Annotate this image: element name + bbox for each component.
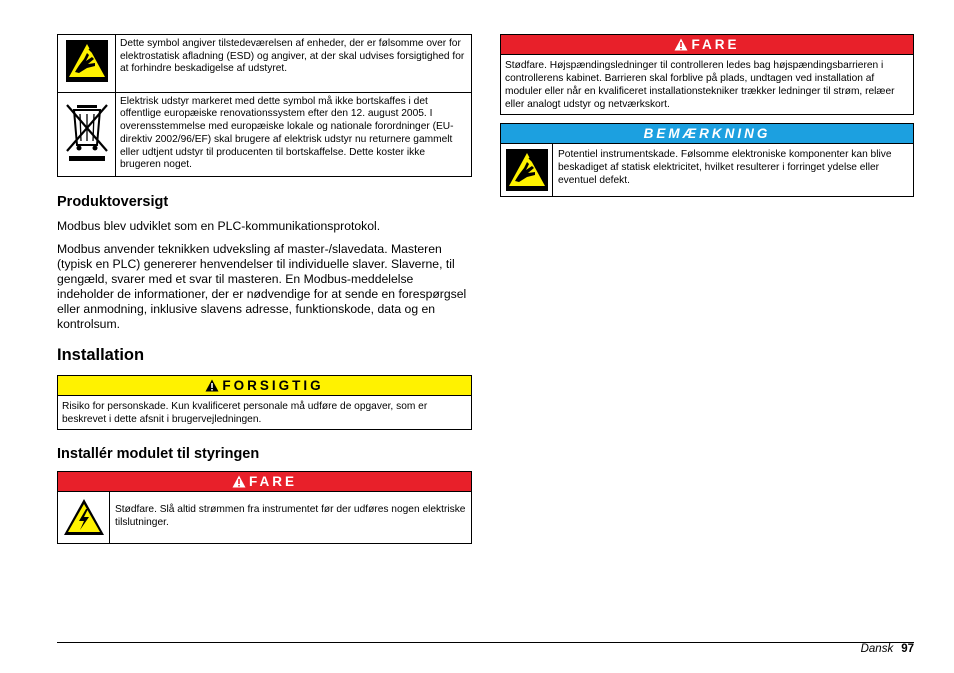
warning-triangle-icon	[674, 38, 688, 51]
danger-content	[58, 492, 471, 543]
footer-rule	[57, 642, 914, 643]
danger-header	[501, 35, 913, 55]
caution-label: FORSIGTIG	[222, 377, 324, 393]
danger-label: FARE	[248, 473, 297, 489]
left-column	[57, 34, 472, 544]
heading-installation: Installation	[57, 345, 145, 364]
heading-install-module: Installér modulet til styringen	[57, 445, 260, 462]
danger-text: Stødfare. Højspændingsledninger til controlleren ledes bag højspændingsbarrieren i controllerens kabinet. Barrieren skal forblive på plads, undtagen ved installation af moduler eller når en kvalificeret installationstekniker trækker ledninger til strøm, relæer eller analogt udstyr og netværkskort.	[505, 60, 895, 110]
paragraph: Modbus blev udviklet som en PLC-kommunikationsprotokol.	[57, 218, 381, 233]
weee-crossed-bin-icon	[58, 92, 116, 176]
footer	[861, 643, 914, 655]
electric-shock-icon	[58, 492, 110, 543]
footer-language: Dansk	[860, 643, 894, 655]
danger-label: FARE	[691, 37, 740, 52]
symbol-table	[57, 34, 472, 177]
notice-content	[501, 144, 913, 196]
notice-label: BEMÆRKNING	[643, 126, 771, 141]
danger-box-highvoltage	[500, 34, 914, 115]
paragraph: Modbus anvender teknikken udveksling af master-/slavedata. Masteren (typisk en PLC) genererer henvendelser til individuelle slaver. Slaverne, til gengæld, svarer med et svar til masteren. En Modbus-meddelelse indeholder de informationer, der er nødvendige for at sende en forespørgsel eller anmodning, inklusive slavens adresse, funktionskode, data og en kontrolsum.	[57, 241, 467, 331]
caution-box	[57, 375, 472, 430]
notice-header	[501, 124, 913, 144]
danger-box-shock	[57, 471, 472, 544]
symbol-text-esd: Dette symbol angiver tilstedeværelsen af enheder, der er følsomme over for elektrostatisk afladning (ESD) og angiver, at der skal udvises forsigtighed for at forhindre beskadigelse af udstyret.	[116, 35, 472, 93]
caution-header	[58, 376, 471, 396]
esd-icon	[501, 144, 553, 196]
esd-icon	[58, 35, 116, 93]
symbol-row-esd	[58, 35, 472, 93]
right-column	[500, 34, 914, 197]
symbol-row-weee	[58, 92, 472, 176]
warning-triangle-icon	[205, 379, 219, 392]
heading-produktoversigt: Produktoversigt	[57, 193, 169, 210]
danger-header	[58, 472, 471, 492]
page-number: 97	[901, 643, 914, 655]
symbol-text-weee: Elektrisk udstyr markeret med dette symbol må ikke bortskaffes i det offentlige europæiske renovationssystem efter den 12. august 2005. I overensstemmelse med europæiske lokale og nationale forordninger (EU-direktiv 2002/96/EF) skal brugere af elektrisk udstyr nu returnere gammelt eller udtjent udstyr til producenten til bortskaffelse. Dette koster ikke brugeren noget.	[116, 92, 472, 176]
caution-text: Risiko for personskade. Kun kvalificeret personale må udføre de opgaver, som er beskrevet i dette afsnit i brugervejledningen.	[62, 400, 428, 425]
danger-text: Stødfare. Slå altid strømmen fra instrumentet før der udføres nogen elektriske tilslutninger.	[115, 503, 466, 528]
notice-text: Potentiel instrumentskade. Følsomme elektroniske komponenter kan blive beskadiget af statisk elektricitet, hvilket resulterer i forringet ydelse eller eventuel defekt.	[558, 149, 892, 186]
notice-box	[500, 123, 914, 197]
warning-triangle-icon	[232, 475, 246, 488]
